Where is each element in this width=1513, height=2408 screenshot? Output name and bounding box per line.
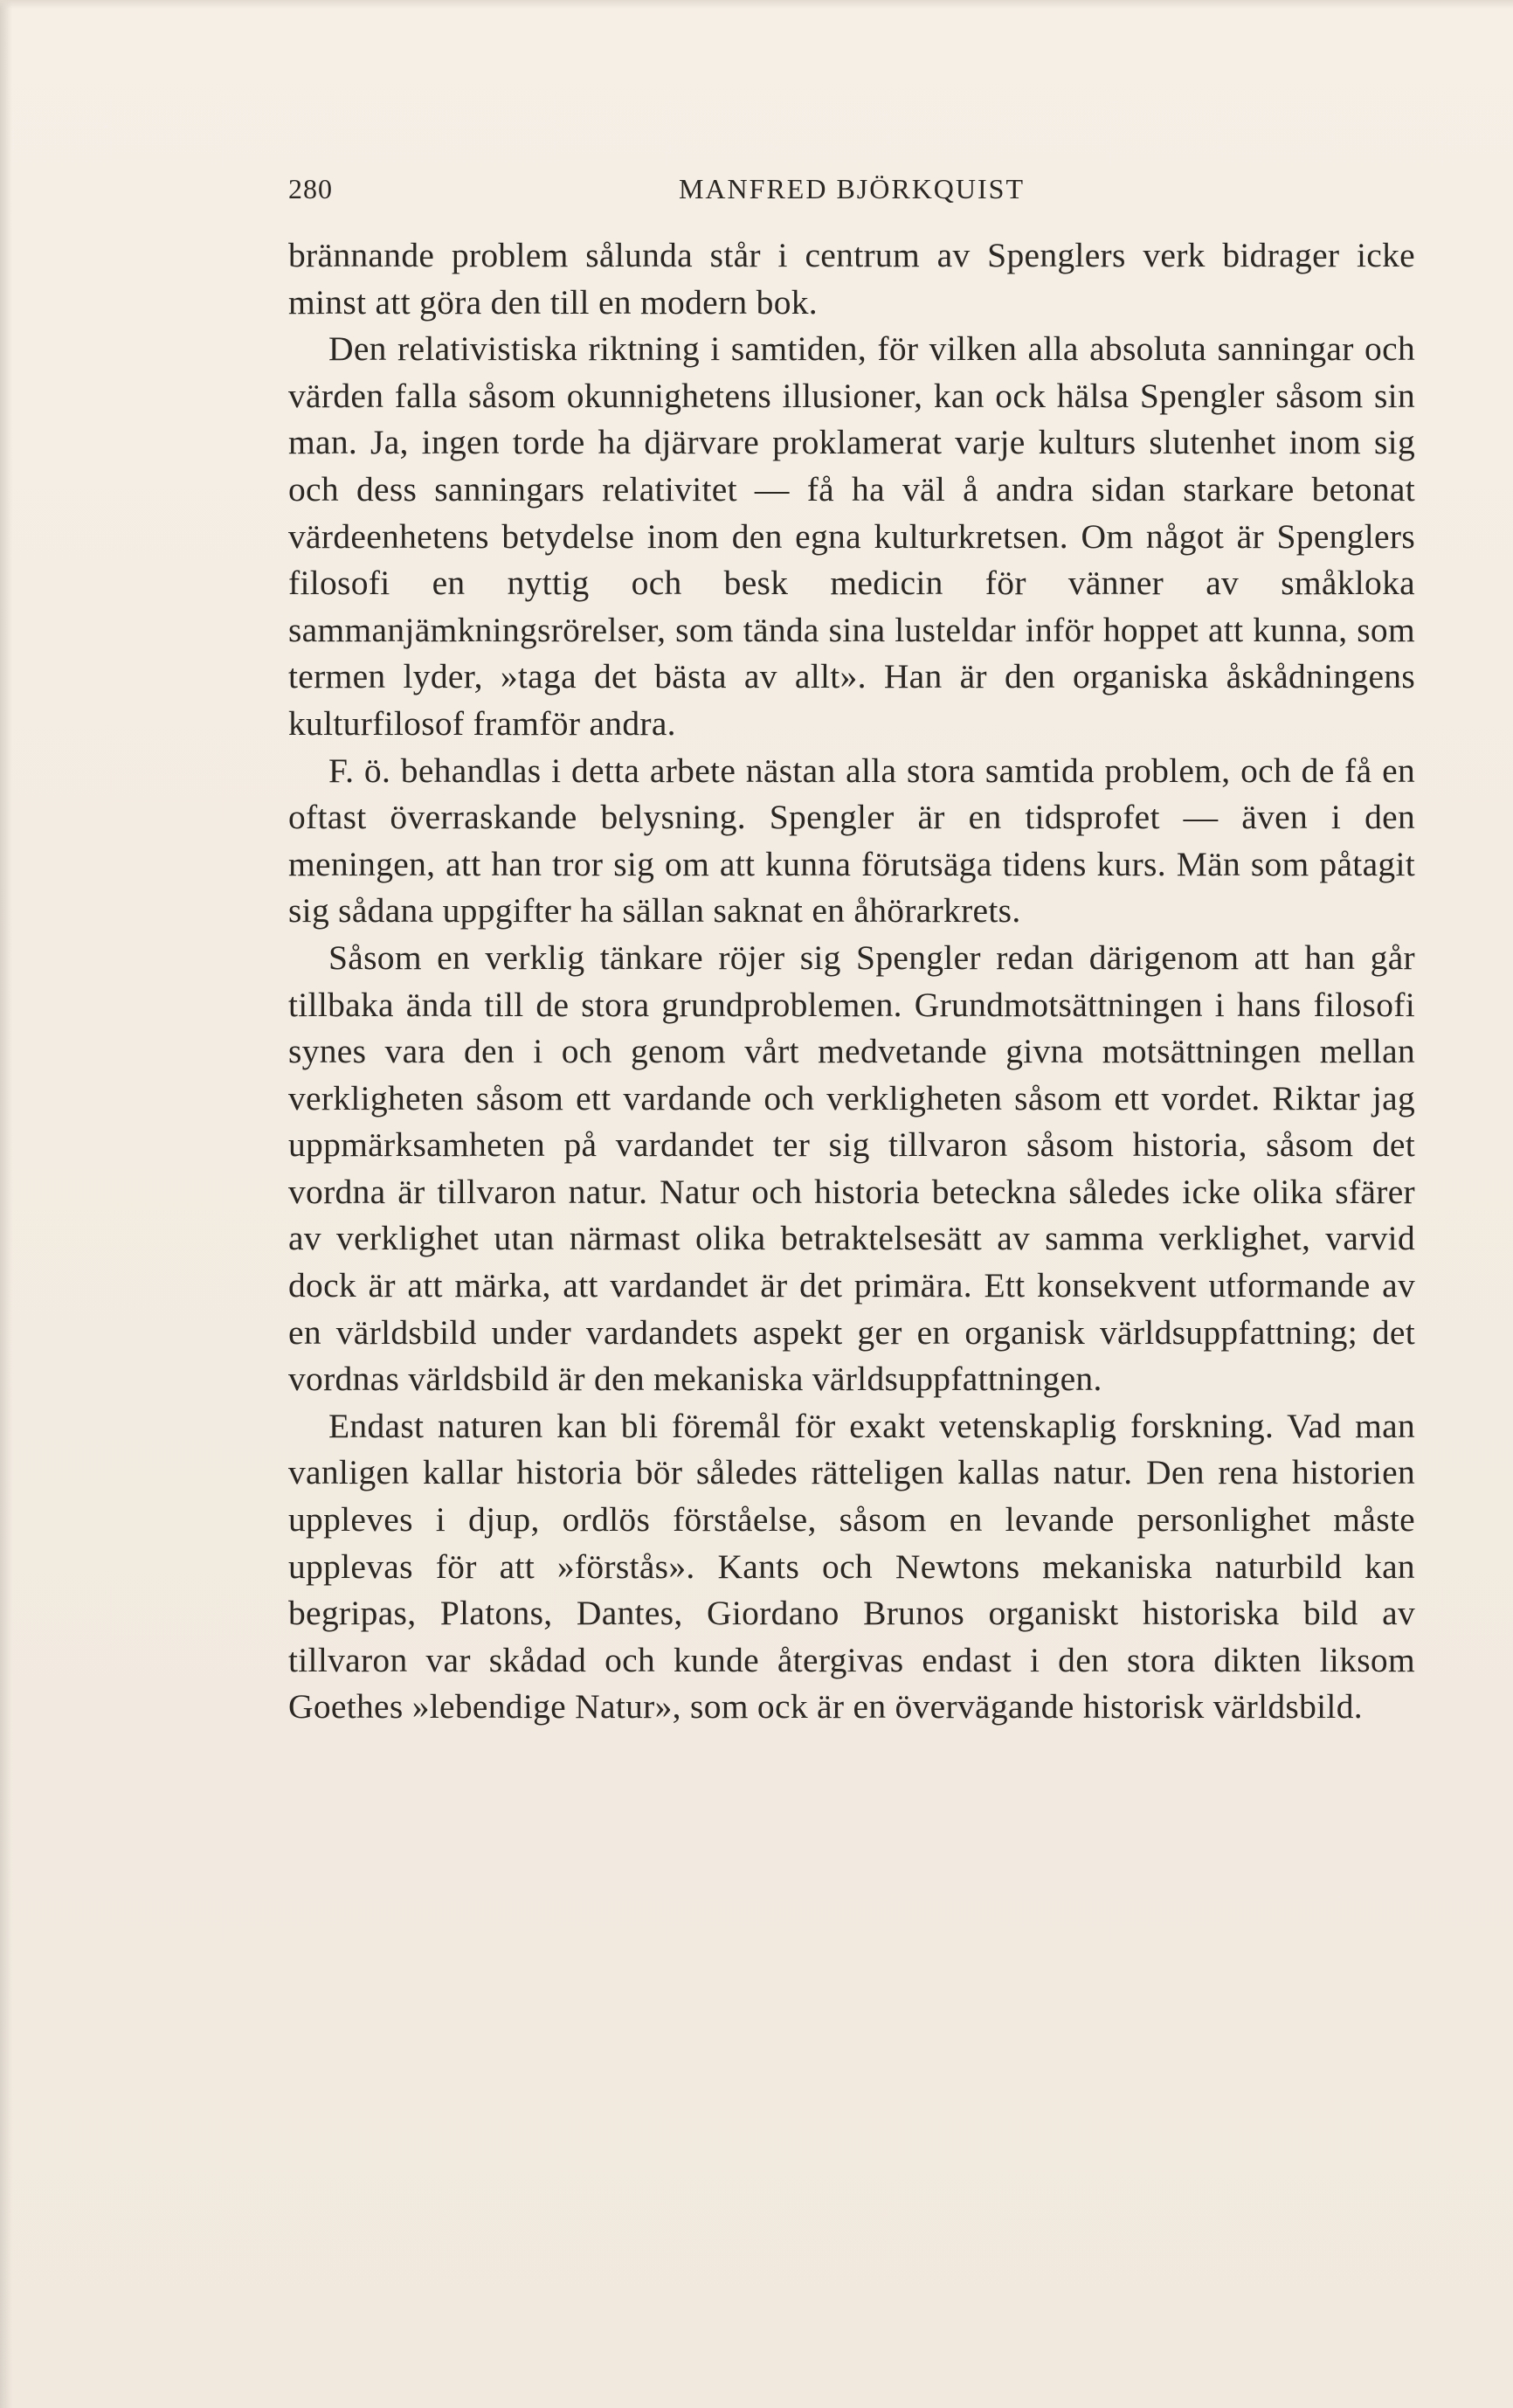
paragraph-continued: brännande problem sålunda står i centrum av Spenglers verk bidrager icke minst att göra den till en modern bok.: [288, 236, 1415, 322]
paragraph: Den relativistiska riktning i samtiden, för vilken alla absoluta sanningar och värden falla såsom okunnighetens illusioner, kan ock hälsa Spengler såsom sin man. Ja, ingen torde ha djärvare proklamerat varje kulturs slutenhet inom sig och dess sanningars relativitet — få ha väl å andra sidan starkare betonat värdeenhetens betydelse inom den egna kulturkretsen. Om något är Spenglers filosofi en nyttig och besk medicin för vänner av småkloka sammanjämkningsrörelser, som tända sina lusteldar inför hoppet att kunna, som termen lyder, »taga det bästa av allt». Han är den organiska åskådningens kulturfilosof framför andra.: [288, 329, 1415, 743]
page-number: 280: [288, 173, 333, 204]
page-top-edge: [0, 0, 1513, 9]
running-head: MANFRED BJÖRKQUIST: [678, 173, 1026, 204]
page-edge-shadow: [0, 0, 12, 2408]
page-header: [288, 173, 1415, 211]
paragraph: Endast naturen kan bli föremål för exakt vetenskaplig forskning. Vad man vanligen kallar historia bör således rätteligen kallas natur. Den rena historien uppleves i djup, ordlös förståelse, såsom en levande personlighet måste upplevas för att »förstås». Kants och Newtons mekaniska naturbild kan begripas, Platons, Dantes, Giordano Brunos organiskt historiska bild av tillvaron var skådad och kunde återgivas endast i den stora dikten liksom Goethes »lebendige Natur», som ock är en övervägande historisk världsbild.: [288, 1406, 1415, 1726]
paragraph: F. ö. behandlas i detta arbete nästan alla stora samtida problem, och de få en oftast överraskande belysning. Spengler är en tidsprofet — även i den meningen, att han tror sig om att kunna förutsäga tidens kurs. Män som påtagit sig sådana uppgifter ha sällan saknat en åhörarkrets.: [288, 751, 1415, 931]
body-text: [288, 232, 1415, 1731]
paragraph: Såsom en verklig tänkare röjer sig Spengler redan därigenom att han går tillbaka ända till de stora grundproblemen. Grundmotsättningen i hans filosofi synes vara den i och genom vårt medvetande givna motsättningen mellan verkligheten såsom ett vardande och verkligheten såsom ett vordet. Riktar jag uppmärksamheten på vardandet ter sig tillvaron såsom historia, såsom det vordna är tillvaron natur. Natur och historia beteckna således icke olika sfärer av verklighet utan närmast olika betraktelsesätt av samma verklighet, varvid dock är att märka, att vardandet är det primära. Ett konsekvent utformande av en världsbild under vardandets aspekt ger en organisk världsuppfattning; det vordnas världsbild är den mekaniska världsuppfattningen.: [288, 938, 1415, 1399]
